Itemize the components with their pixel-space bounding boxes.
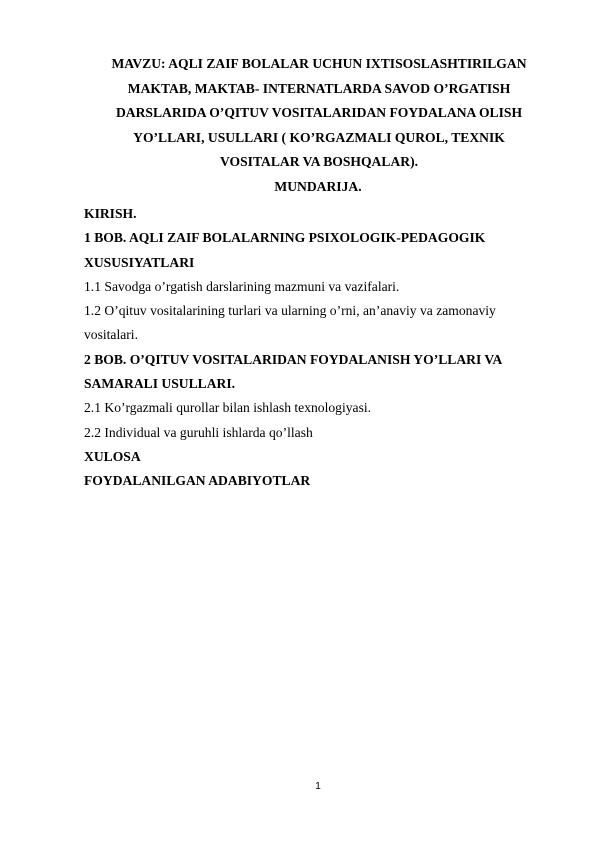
toc-entry: 1.1 Savodga o’rgatish darslarining mazmuni va vazifalari.: [84, 278, 400, 294]
toc-entry: 1 BOB. AQLI ZAIF BOLALARNING PSIXOLOGIK-PEDAGOGIK: [84, 230, 486, 246]
page-number: 1: [315, 781, 321, 792]
title-line: MAKTAB, MAKTAB- INTERNATLARDA SAVOD O’RGATISH: [127, 80, 511, 96]
toc-entry: vositalari.: [84, 327, 138, 343]
toc-entry: KIRISH.: [84, 206, 137, 221]
toc-entry: FOYDALANILGAN ADABIYOTLAR: [84, 473, 311, 489]
title-line: DARSLARIDA O’QITUV VOSITALARIDAN FOYDALANA OLISH: [115, 105, 523, 121]
toc-entry: 2.1 Ko’rgazmali qurollar bilan ishlash texnologiyasi.: [84, 400, 372, 416]
toc-entry: XULOSA: [84, 448, 141, 464]
title-line: YO’LLARI, USULLARI ( KO’RGAZMALI QUROL, TEXNIK: [133, 129, 505, 145]
contents-heading: MUNDARIJA.: [274, 179, 362, 194]
document-title: [96, 52, 542, 175]
title-line: MAVZU: AQLI ZAIF BOLALAR UCHUN IXTISOSLASHTIRILGAN: [111, 56, 527, 71]
toc-entry: XUSUSIYATLARI: [84, 254, 195, 270]
toc-entry: 2 BOB. O’QITUV VOSITALARIDAN FOYDALANISH YO’LLARI VA: [84, 351, 503, 367]
table-of-contents: [84, 202, 524, 494]
toc-entry: 1.2 O’qituv vositalarining turlari va ularning o’rni, an’anaviy va zamonaviy: [84, 303, 496, 319]
toc-entry: SAMARALI USULLARI.: [84, 376, 236, 392]
title-line: VOSITALAR VA BOSHQALAR).: [219, 154, 419, 170]
toc-entry: 2.2 Individual va guruhli ishlarda qo’llash: [84, 424, 313, 440]
